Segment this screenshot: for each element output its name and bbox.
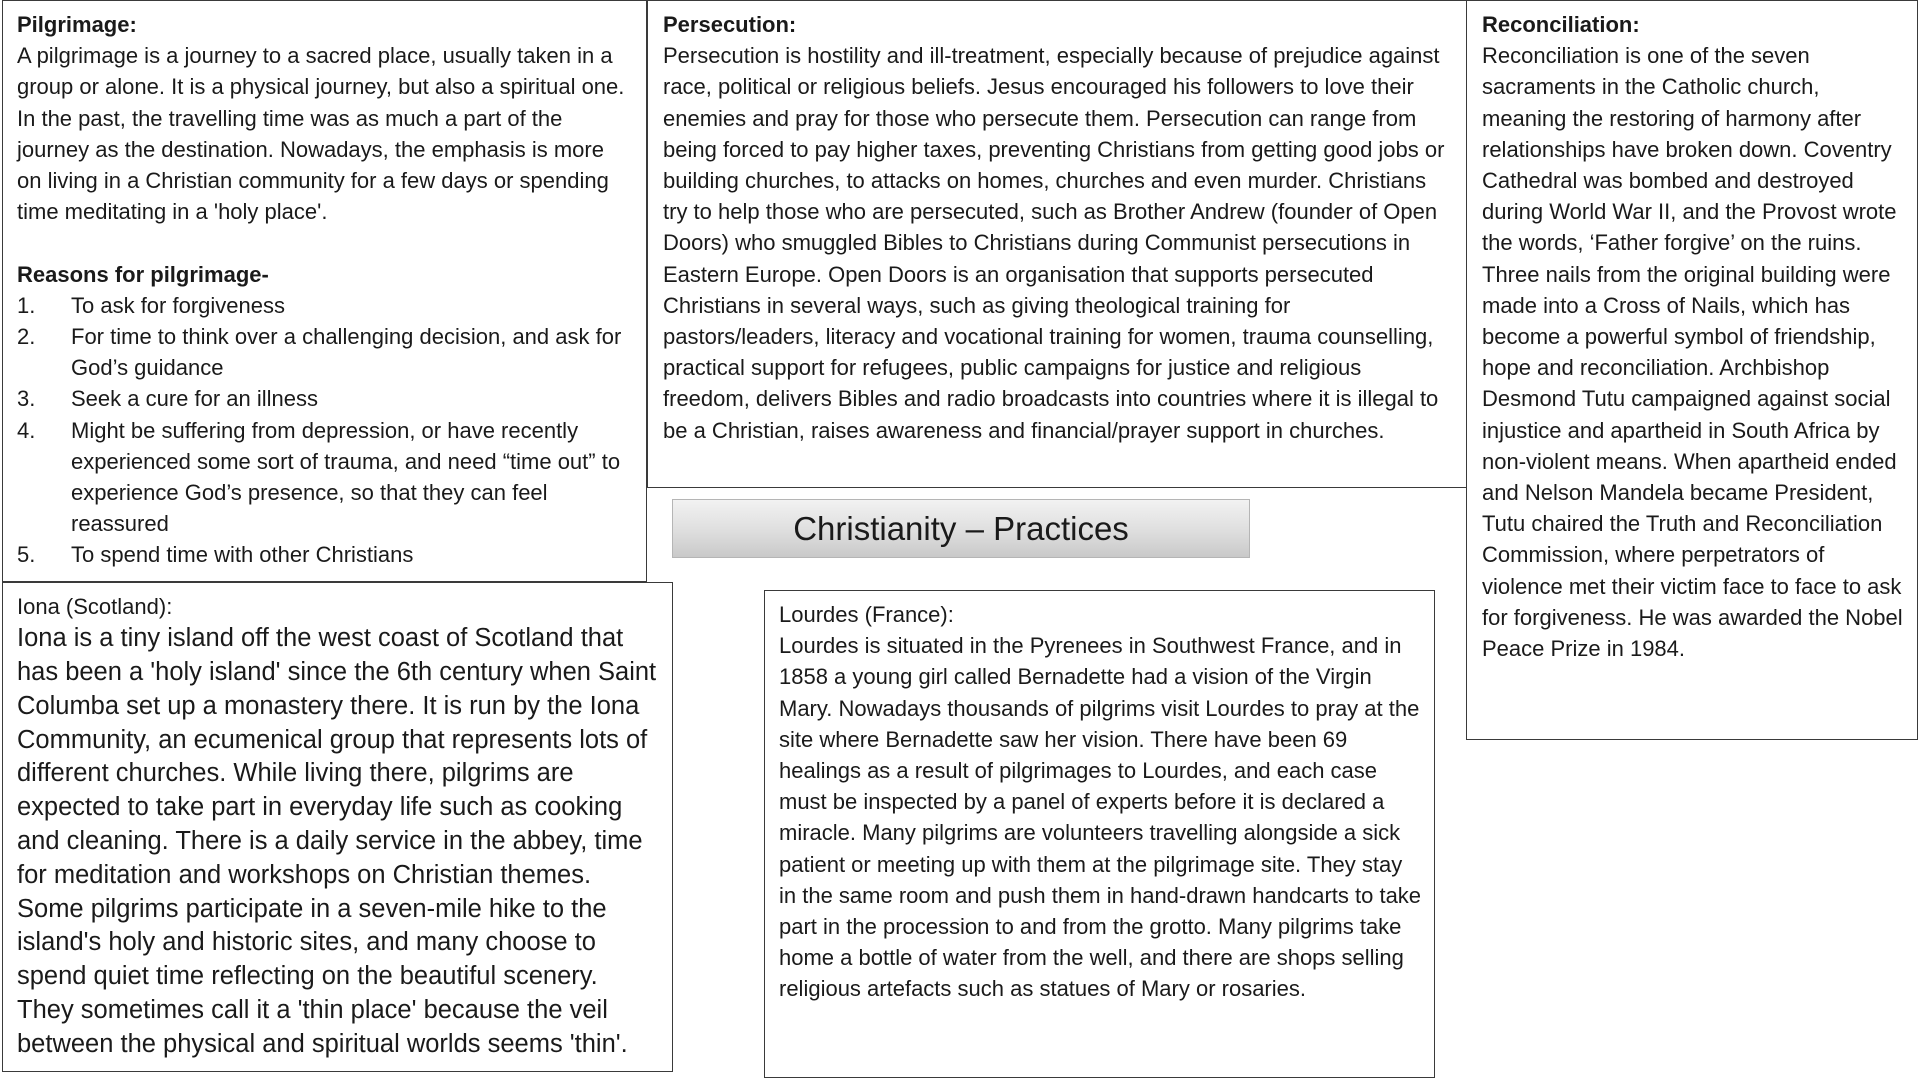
pilgrimage-title: Pilgrimage: xyxy=(17,12,137,37)
pilgrimage-body: A pilgrimage is a journey to a sacred place, usually taken in a group or alone. It is a physical journey, but also a spiritual one. In the past, the travelling time was as much a part of the journey as the destination. Nowadays, the emphasis is more on living in a Christian community for a few days or spending time meditating in a 'holy place'. xyxy=(17,43,625,225)
reconciliation-box xyxy=(1466,0,1918,740)
list-item xyxy=(17,539,632,570)
list-text: For time to think over a challenging decision, and ask for God’s guidance xyxy=(71,324,622,381)
reconciliation-title: Reconciliation: xyxy=(1482,12,1640,37)
list-number: 1. xyxy=(17,292,36,318)
list-number: 5. xyxy=(17,542,36,568)
list-text: To spend time with other Christians xyxy=(71,542,414,568)
iona-box xyxy=(2,582,673,1072)
pilgrimage-box xyxy=(2,0,647,582)
list-item xyxy=(17,383,632,414)
reconciliation-body: Reconciliation is one of the seven sacraments in the Catholic church, meaning the restoring of harmony after relationships have broken down. Coventry Cathedral was bombed and destroyed during World War II, and the Provost wrote the words, ‘Father forgive’ on the ruins. Three nails from the original building were made into a Cross of Nails, which has become a powerful symbol of friendship, hope and reconciliation. Archbishop Desmond Tutu campaigned against social injustice and apartheid in South Africa by non-violent means. When apartheid ended and Nelson Mandela became President, Tutu chaired the Truth and Reconciliation Commission, where perpetrators of violence met their victim face to face to ask for forgiveness. He was awarded the Nobel Peace Prize in 1984. xyxy=(1482,43,1903,662)
persecution-box xyxy=(647,0,1467,488)
iona-body: Iona is a tiny island off the west coast of Scotland that has been a 'holy island' since the 6th century when Saint Columba set up a monastery there. It is run by the Iona Community, an ecumenical group that represents lots of different churches. While living there, pilgrims are expected to take part in everyday life such as cooking and cleaning. There is a daily service in the abbey, time for meditation and workshops on Christian themes. Some pilgrims participate in a seven-mile hike to the island's holy and historic sites, and many choose to spend quiet time reflecting on the beautiful scenery. They sometimes call it a 'thin place' because the veil between the physical and spiritual worlds seems 'thin'. xyxy=(17,624,657,1058)
lourdes-body: Lourdes is situated in the Pyrenees in Southwest France, and in 1858 a young girl called Bernadette had a vision of the Virgin Mary. Nowadays thousands of pilgrims visit Lourdes to pray at the site where Bernadette saw her vision. There have been 69 healings as a result of pilgrimages to Lourdes, and each case must be inspected by a panel of experts before it is declared a miracle. Many pilgrims are volunteers travelling alongside a sick patient or meeting up with them at the pilgrimage site. They stay in the same room and push them in hand-drawn handcarts to take part in the procession to and from the grotto. Many pilgrims take home a bottle of water from the well, and there are shops selling religious artefacts such as statues of Mary or rosaries. xyxy=(779,633,1422,1002)
list-text: Seek a cure for an illness xyxy=(71,386,319,412)
reasons-list xyxy=(17,290,632,571)
page-title: Christianity – Practices xyxy=(672,499,1250,558)
list-text: To ask for forgiveness xyxy=(71,292,285,318)
persecution-body: Persecution is hostility and ill-treatment, especially because of prejudice against race, political or religious beliefs. Jesus encouraged his followers to love their enemies and pray for those who persecute them. Persecution can range from being forced to pay higher taxes, preventing Christians from getting good jobs or building churches, to attacks on homes, churches and even murder. Christians try to help those who are persecuted, such as Brother Andrew (founder of Open Doors) who smuggled Bibles to Christians during Communist persecutions in Eastern Europe. Open Doors is an organisation that supports persecuted Christians in several ways, such as giving theological training for pastors/leaders, literacy and vocational training for women, trauma counselling, practical support for refugees, public campaigns for justice and religious freedom, delivers Bibles and radio broadcasts into countries where it is illegal to be a Christian, raises awareness and financial/prayer support in churches. xyxy=(663,43,1445,443)
iona-title: Iona (Scotland): xyxy=(17,594,173,619)
lourdes-title: Lourdes (France): xyxy=(779,602,954,627)
persecution-title: Persecution: xyxy=(663,12,797,37)
list-item xyxy=(17,290,632,321)
list-item xyxy=(17,415,632,540)
list-item xyxy=(17,321,632,383)
list-number: 2. xyxy=(17,324,36,350)
reasons-heading: Reasons for pilgrimage- xyxy=(17,261,269,287)
list-text: Might be suffering from depression, or have recently experienced some sort of trauma, and need “time out” to experience God’s presence, so that they can feel reassured xyxy=(71,417,621,537)
list-number: 4. xyxy=(17,417,36,443)
list-number: 3. xyxy=(17,386,36,412)
lourdes-box xyxy=(764,590,1435,1078)
